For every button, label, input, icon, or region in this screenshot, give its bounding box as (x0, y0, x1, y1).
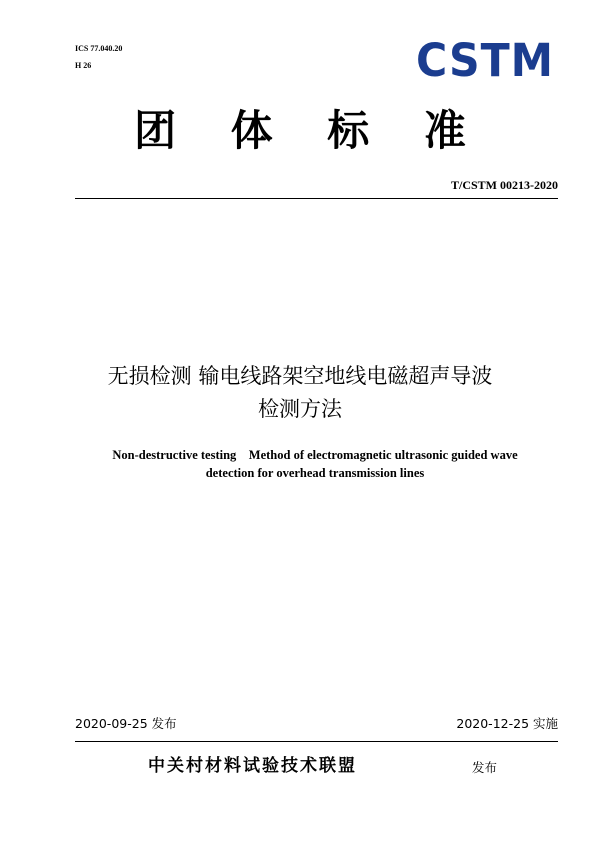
ics-code: ICS 77.040.20 (75, 44, 123, 53)
title-chinese (0, 360, 600, 426)
logo-text: CSTM (416, 40, 554, 80)
effective-date: 2020-12-25 实施 (456, 716, 558, 731)
document-type: 团 体 标 准 (134, 106, 486, 155)
cstm-logo (416, 40, 556, 80)
issue-label: 发布 (472, 760, 498, 775)
title-chinese-line-1: 无损检测 输电线路架空地线电磁超声导波 (107, 364, 493, 388)
standard-number: T/CSTM 00213-2020 (450, 178, 558, 192)
title-english-line-2: detection for overhead transmission lines (205, 466, 425, 480)
ccs-code: H 26 (75, 61, 92, 70)
title-english (0, 446, 600, 482)
title-chinese-line-2: 检测方法 (258, 397, 342, 421)
bottom-divider (75, 741, 558, 742)
publish-date: 2020-09-25 发布 (75, 716, 177, 731)
issuing-organization: 中关村材料试验技术联盟 (148, 756, 357, 776)
title-english-line-1: Non-destructive testing Method of electromagnetic ultrasonic guided wave (112, 448, 518, 462)
top-divider (75, 198, 558, 199)
